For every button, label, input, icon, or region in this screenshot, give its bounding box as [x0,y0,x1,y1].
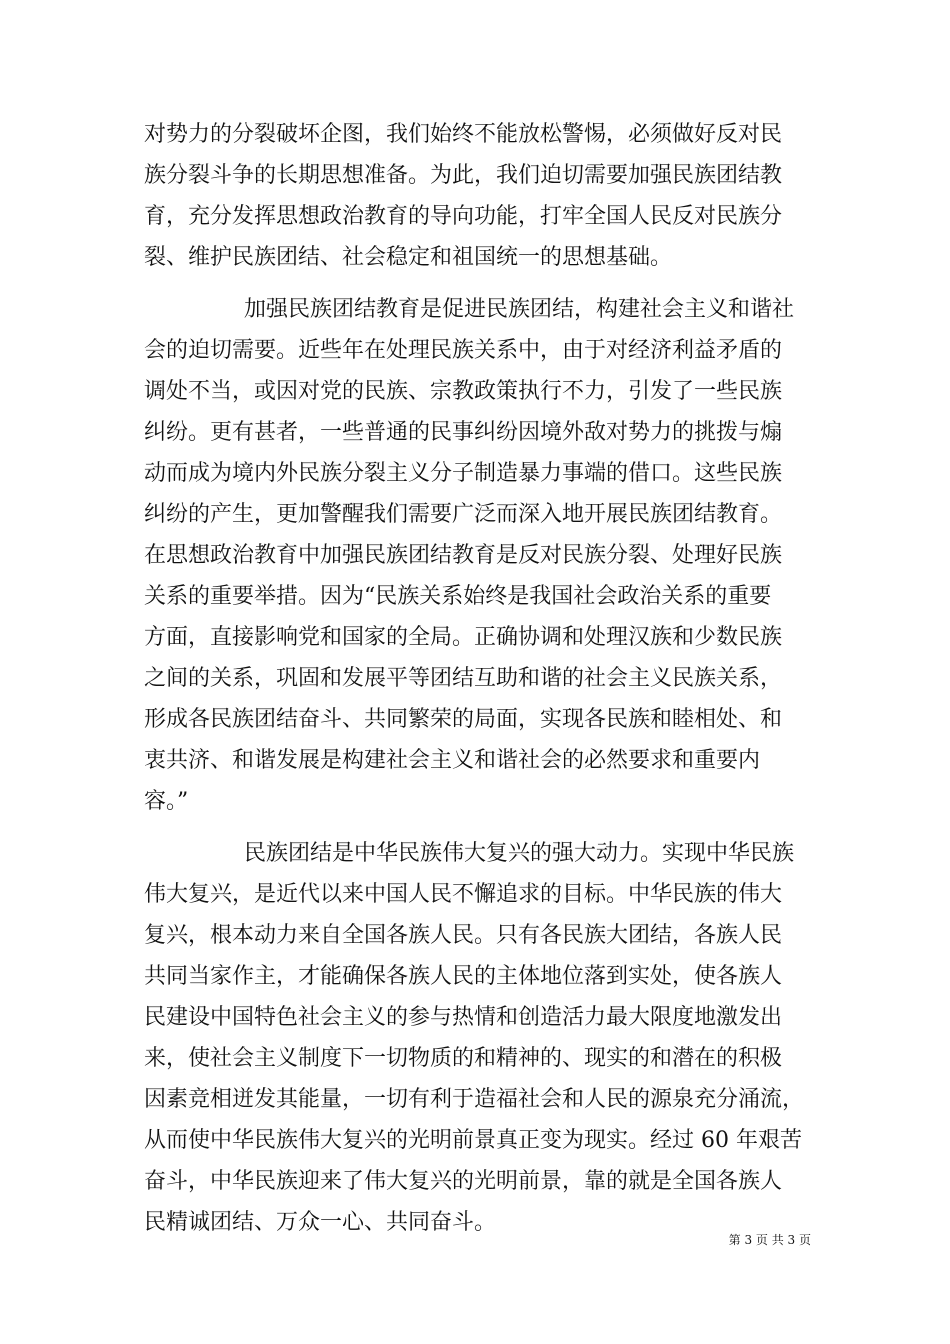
paragraph-gap [144,278,810,289]
text-line: 会的迫切需要。近些年在处理民族关系中，由于对经济利益矛盾的 [144,338,783,363]
paragraph-1 [144,114,810,278]
document-body [144,114,810,1243]
text-line: 方面，直接影响党和国家的全局。正确协调和处理汉族和少数民族 [144,625,783,650]
text-line: 纠纷的产生，更加警醒我们需要广泛而深入地开展民族团结教育。 [144,502,783,527]
text-line: 共同当家作主，才能确保各族人民的主体地位落到实处，使各族人 [144,964,783,989]
text-line: 因素竞相迸发其能量，一切有利于造福社会和人民的源泉充分涌流， [144,1087,805,1112]
text-line: 来，使社会主义制度下一切物质的和精神的、现实的和潜在的积极 [144,1046,783,1071]
text-line: 复兴，根本动力来自全国各族人民。只有各民族大团结，各族人民 [144,923,783,948]
text-line: 之间的关系，巩固和发展平等团结互助和谐的社会主义民族关系， [144,666,783,691]
text-line: 民精诚团结、万众一心、共同奋斗。 [144,1210,497,1235]
text-line: 纠纷。更有甚者，一些普通的民事纠纷因境外敌对势力的挑拨与煽 [144,420,783,445]
paragraph-3 [144,833,810,1243]
text-line: 伟大复兴，是近代以来中国人民不懈追求的目标。中华民族的伟大 [144,882,783,907]
text-line: 民族团结是中华民族伟大复兴的强大动力。实现中华民族 [244,841,795,866]
text-line: 对势力的分裂破坏企图，我们始终不能放松警惕，必须做好反对民 [144,122,783,147]
text-line: 关系的重要举措。因为“民族关系始终是我国社会政治关系的重要 [144,584,772,609]
page-number-footer: 第 3 页 共 3 页 [728,1233,811,1247]
text-line: 族分裂斗争的长期思想准备。为此，我们迫切需要加强民族团结教 [144,163,783,188]
text-line: 形成各民族团结奋斗、共同繁荣的局面，实现各民族和睦相处、和 [144,707,783,732]
paragraph-gap [144,822,810,833]
text-line: 民建设中国特色社会主义的参与热情和创造活力最大限度地激发出 [144,1005,783,1030]
text-line: 奋斗，中华民族迎来了伟大复兴的光明前景，靠的就是全国各族人 [144,1169,783,1194]
text-line: 衷共济、和谐发展是构建社会主义和谐社会的必然要求和重要内 [144,748,761,773]
paragraph-2 [144,289,810,822]
text-line: 容。” [144,789,189,814]
text-line: 在思想政治教育中加强民族团结教育是反对民族分裂、处理好民族 [144,543,783,568]
text-line: 调处不当，或因对党的民族、宗教政策执行不力，引发了一些民族 [144,379,783,404]
text-line: 育，充分发挥思想政治教育的导向功能，打牢全国人民反对民族分 [144,204,783,229]
text-line: 动而成为境内外民族分裂主义分子制造暴力事端的借口。这些民族 [144,461,783,486]
text-line: 加强民族团结教育是促进民族团结，构建社会主义和谐社 [244,297,795,322]
text-line: 从而使中华民族伟大复兴的光明前景真正变为现实。经过 60 年艰苦 [144,1128,802,1153]
text-line: 裂、维护民族团结、社会稳定和祖国统一的思想基础。 [144,245,673,270]
